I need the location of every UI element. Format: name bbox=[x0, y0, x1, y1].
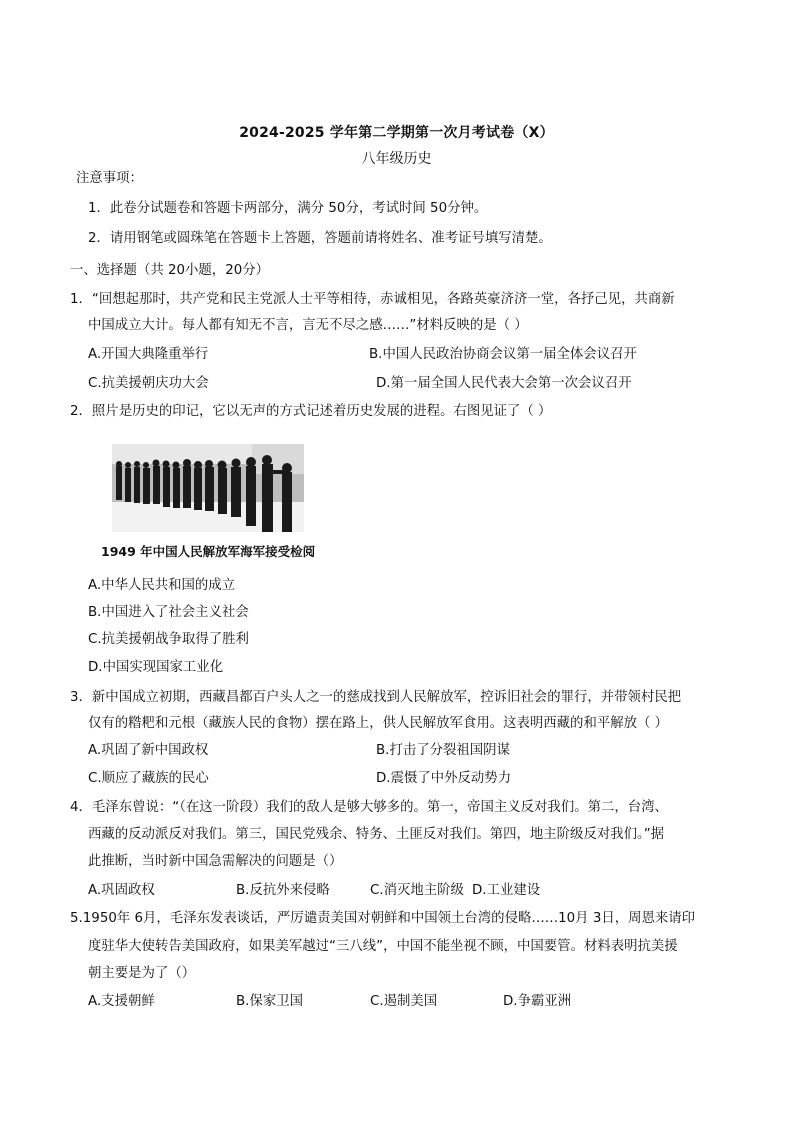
question-1-option-d: D.第一届全国人民代表大会第一次会议召开 bbox=[376, 376, 632, 391]
navy-review-photo bbox=[112, 444, 304, 532]
question-4-option-b: B.反抗外来侵略 bbox=[236, 883, 330, 898]
question-3-line: 仅有的糌粑和元根（藏族人民的食物）摆在路上，供人民解放军食用。这表明西藏的和平解放（ ） bbox=[88, 716, 669, 731]
question-2-option-a: A.中华人民共和国的成立 bbox=[88, 578, 236, 593]
question-3-option-b: B.打击了分裂祖国阴谋 bbox=[376, 743, 510, 758]
exam-title: 2024-2025 学年第二学期第一次月考试卷（X） bbox=[239, 125, 554, 141]
notice-item: 2．请用钢笔或圆珠笔在答题卡上答题，答题前请将姓名、准考证号填写清楚。 bbox=[88, 231, 552, 246]
section-heading: 一、选择题（共 20小题，20分） bbox=[70, 263, 270, 278]
question-5-option-b: B.保家卫国 bbox=[236, 994, 304, 1009]
question-1-option-a: A.开国大典隆重举行 bbox=[88, 347, 209, 362]
question-4-option-d: D.工业建设 bbox=[472, 883, 541, 898]
question-4-line: 此推断，当时新中国急需解决的问题是（） bbox=[88, 854, 343, 869]
question-3-line: 3．新中国成立初期，西藏昌都百户头人之一的慈成找到人民解放军，控诉旧社会的罪行，并带领村民把 bbox=[70, 690, 682, 705]
question-1-option-b: B.中国人民政治协商会议第一届全体会议召开 bbox=[369, 347, 637, 362]
question-1-line: 中国成立大计。每人都有知无不言，言无不尽之感……”材料反映的是（ ） bbox=[88, 318, 528, 333]
question-1-line: 1．“回想起那时，共产党和民主党派人士平等相待，赤诚相见，各路英豪济济一堂，各抒己见，共商新 bbox=[70, 292, 675, 307]
question-2-option-d: D.中国实现国家工业化 bbox=[88, 660, 224, 675]
question-2-option-b: B.中国进入了社会主义社会 bbox=[88, 605, 249, 620]
question-5-option-c: C.遏制美国 bbox=[370, 994, 438, 1009]
notice-item: 1．此卷分试题卷和答题卡两部分，满分 50分，考试时间 50分钟。 bbox=[88, 201, 488, 216]
question-5-option-d: D.争霸亚洲 bbox=[503, 994, 572, 1009]
photo-caption: 1949 年中国人民解放军海军接受检阅 bbox=[101, 544, 316, 559]
question-5-line: 度驻华大使转告美国政府，如果美军越过“三八线”，中国不能坐视不顾，中国要管。材料表明抗美援 bbox=[88, 939, 678, 954]
question-5-option-a: A.支援朝鲜 bbox=[88, 994, 155, 1009]
question-2-option-c: C.抗美援朝战争取得了胜利 bbox=[88, 632, 249, 647]
question-4-line: 西藏的反动派反对我们。第三，国民党残余、特务、土匪反对我们。第四，地主阶级反对我们。”据 bbox=[88, 827, 665, 842]
question-3-option-d: D.震慑了中外反动势力 bbox=[376, 771, 512, 786]
question-5-line: 5.1950年 6月，毛泽东发表谈话，严厉谴责美国对朝鲜和中国领土台湾的侵略……10月 3日，周恩来请印 bbox=[70, 911, 696, 926]
question-3-option-a: A.巩固了新中国政权 bbox=[88, 743, 209, 758]
notice-heading: 注意事项： bbox=[76, 171, 143, 186]
exam-subtitle: 八年级历史 bbox=[361, 151, 432, 167]
question-4-option-c: C.消灭地主阶级 bbox=[370, 883, 464, 898]
question-5-line: 朝主要是为了（） bbox=[88, 966, 196, 981]
question-4-option-a: A.巩固政权 bbox=[88, 883, 155, 898]
question-3-option-c: C.顺应了藏族的民心 bbox=[88, 771, 209, 786]
question-1-option-c: C.抗美援朝庆功大会 bbox=[88, 376, 209, 391]
question-4-line: 4．毛泽东曾说：“（在这一阶段）我们的敌人是够大够多的。第一，帝国主义反对我们。第二，台湾、 bbox=[70, 800, 668, 815]
question-2-line: 2．照片是历史的印记，它以无声的方式记述着历史发展的进程。右图见证了（ ） bbox=[70, 404, 552, 419]
